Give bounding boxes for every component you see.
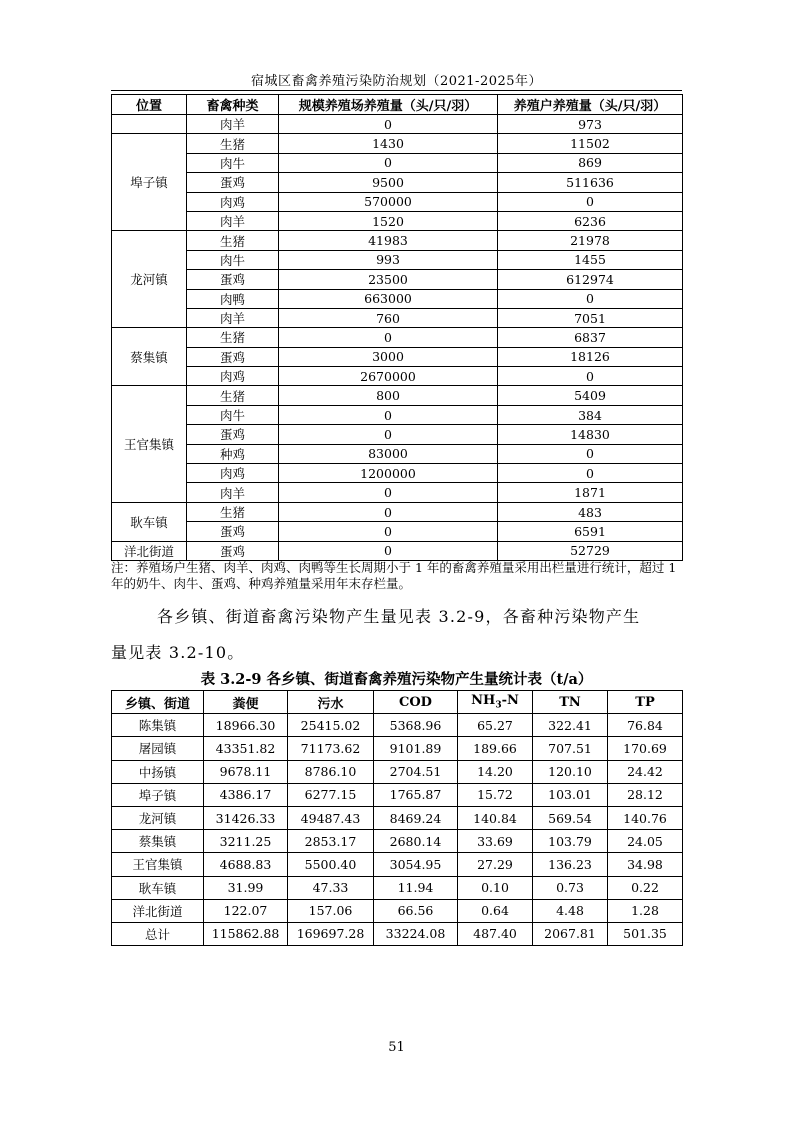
nh3n-cell: 189.66	[458, 737, 533, 760]
farm-count-cell: 0	[279, 328, 498, 347]
farm-count-cell: 0	[279, 502, 498, 521]
farm-count-cell: 0	[279, 425, 498, 444]
farm-count-cell: 23500	[279, 270, 498, 289]
township-cell: 耿车镇	[112, 876, 204, 899]
household-count-cell: 14830	[498, 425, 683, 444]
table-header-row	[112, 691, 683, 714]
page-number: 51	[388, 1040, 405, 1055]
manure-cell: 9678.11	[204, 760, 288, 783]
farm-count-cell: 3000	[279, 347, 498, 366]
farm-count-cell: 760	[279, 308, 498, 327]
nh3n-cell: 0.64	[458, 899, 533, 922]
farm-count-cell: 9500	[279, 173, 498, 192]
table-row	[112, 502, 683, 521]
tn-cell: 707.51	[533, 737, 608, 760]
table-row	[112, 153, 683, 172]
cod-cell: 3054.95	[374, 853, 458, 876]
nh3n-cell: 27.29	[458, 853, 533, 876]
header-wastewater: 污水	[288, 691, 374, 714]
household-count-cell: 6837	[498, 328, 683, 347]
cod-cell: 11.94	[374, 876, 458, 899]
animal-type-cell: 生猪	[187, 134, 279, 153]
header-cod: COD	[374, 691, 458, 714]
nh3n-cell: 0.10	[458, 876, 533, 899]
animal-type-cell: 生猪	[187, 386, 279, 405]
table-row	[112, 115, 683, 134]
farm-count-cell: 993	[279, 250, 498, 269]
animal-type-cell: 肉羊	[187, 483, 279, 502]
table-note: 注：养殖场户生猪、肉羊、肉鸡、肉鸭等生长周期小于 1 年的畜禽养殖量采用出栏量进行统计，超过 1 年的奶牛、肉牛、蛋鸡、种鸡养殖量采用年末存栏量。	[111, 560, 677, 591]
wastewater-cell: 8786.10	[288, 760, 374, 783]
animal-type-cell: 蛋鸡	[187, 173, 279, 192]
location-cell: 耿车镇	[112, 502, 187, 541]
nh3-suffix: -N	[501, 693, 519, 709]
household-count-cell: 483	[498, 502, 683, 521]
tp-cell: 28.12	[608, 783, 683, 806]
tp-cell: 0.22	[608, 876, 683, 899]
table-row	[112, 541, 683, 560]
table-row	[112, 270, 683, 289]
cod-cell: 1765.87	[374, 783, 458, 806]
header-manure: 粪便	[204, 691, 288, 714]
cod-cell: 2680.14	[374, 830, 458, 853]
table-row	[112, 386, 683, 405]
table-row	[112, 367, 683, 386]
household-count-cell: 52729	[498, 541, 683, 560]
farm-count-cell: 1200000	[279, 464, 498, 483]
cod-cell: 5368.96	[374, 714, 458, 737]
location-cell: 龙河镇	[112, 231, 187, 328]
township-cell: 中扬镇	[112, 760, 204, 783]
header-township: 乡镇、街道	[112, 691, 204, 714]
table-row	[112, 922, 683, 945]
tn-cell: 569.54	[533, 806, 608, 829]
table-row	[112, 425, 683, 444]
animal-type-cell: 生猪	[187, 502, 279, 521]
tn-cell: 136.23	[533, 853, 608, 876]
table-row	[112, 760, 683, 783]
animal-type-cell: 蛋鸡	[187, 541, 279, 560]
table-row	[112, 522, 683, 541]
location-cell: 王官集镇	[112, 386, 187, 502]
table-row	[112, 211, 683, 230]
table-row	[112, 231, 683, 250]
farm-count-cell: 41983	[279, 231, 498, 250]
tn-cell: 322.41	[533, 714, 608, 737]
household-count-cell: 869	[498, 153, 683, 172]
header-location: 位置	[112, 95, 187, 115]
header-divider	[111, 90, 682, 91]
table-row	[112, 806, 683, 829]
nh3n-cell: 33.69	[458, 830, 533, 853]
table-row	[112, 483, 683, 502]
township-cell: 埠子镇	[112, 783, 204, 806]
cod-cell: 2704.51	[374, 760, 458, 783]
wastewater-cell: 169697.28	[288, 922, 374, 945]
manure-cell: 31.99	[204, 876, 288, 899]
farm-count-cell: 0	[279, 483, 498, 502]
location-cell	[112, 115, 187, 134]
farm-count-cell: 83000	[279, 444, 498, 463]
tp-cell: 34.98	[608, 853, 683, 876]
household-count-cell: 7051	[498, 308, 683, 327]
table-row	[112, 853, 683, 876]
nh3-prefix: NH	[471, 693, 496, 709]
farm-count-cell: 800	[279, 386, 498, 405]
cod-cell: 8469.24	[374, 806, 458, 829]
table-row	[112, 328, 683, 347]
wastewater-cell: 2853.17	[288, 830, 374, 853]
animal-type-cell: 肉牛	[187, 153, 279, 172]
animal-type-cell: 肉羊	[187, 115, 279, 134]
farm-count-cell: 1430	[279, 134, 498, 153]
farm-count-cell: 0	[279, 153, 498, 172]
manure-cell: 115862.88	[204, 922, 288, 945]
animal-type-cell: 肉牛	[187, 405, 279, 424]
animal-type-cell: 肉鸡	[187, 192, 279, 211]
tp-cell: 24.42	[608, 760, 683, 783]
tp-cell: 76.84	[608, 714, 683, 737]
farm-count-cell: 0	[279, 522, 498, 541]
tn-cell: 0.73	[533, 876, 608, 899]
farm-count-cell: 0	[279, 115, 498, 134]
wastewater-cell: 157.06	[288, 899, 374, 922]
table-row	[112, 899, 683, 922]
township-cell: 蔡集镇	[112, 830, 204, 853]
table-row	[112, 876, 683, 899]
tp-cell: 24.05	[608, 830, 683, 853]
farm-count-cell: 0	[279, 541, 498, 560]
wastewater-cell: 71173.62	[288, 737, 374, 760]
header-farm-count: 规模养殖场养殖量（头/只/羽）	[279, 95, 498, 115]
table-header-row	[112, 95, 683, 115]
wastewater-cell: 5500.40	[288, 853, 374, 876]
manure-cell: 18966.30	[204, 714, 288, 737]
wastewater-cell: 6277.15	[288, 783, 374, 806]
household-count-cell: 0	[498, 464, 683, 483]
wastewater-cell: 25415.02	[288, 714, 374, 737]
township-cell: 总计	[112, 922, 204, 945]
header-nh3n	[458, 691, 533, 714]
household-count-cell: 0	[498, 289, 683, 308]
page-header: 宿城区畜禽养殖污染防治规划（2021-2025年）	[250, 74, 543, 89]
farm-count-cell: 0	[279, 405, 498, 424]
livestock-table-body	[112, 115, 683, 561]
township-cell: 龙河镇	[112, 806, 204, 829]
animal-type-cell: 肉牛	[187, 250, 279, 269]
location-cell: 洋北街道	[112, 541, 187, 560]
nh3n-cell: 140.84	[458, 806, 533, 829]
table-row	[112, 192, 683, 211]
manure-cell: 31426.33	[204, 806, 288, 829]
animal-type-cell: 肉鸡	[187, 464, 279, 483]
manure-cell: 3211.25	[204, 830, 288, 853]
household-count-cell: 11502	[498, 134, 683, 153]
wastewater-cell: 47.33	[288, 876, 374, 899]
farm-count-cell: 2670000	[279, 367, 498, 386]
table-caption: 表 3.2-9 各乡镇、街道畜禽养殖污染物产生量统计表（t/a）	[200, 671, 593, 688]
household-count-cell: 384	[498, 405, 683, 424]
household-count-cell: 5409	[498, 386, 683, 405]
tp-cell: 140.76	[608, 806, 683, 829]
animal-type-cell: 肉羊	[187, 308, 279, 327]
household-count-cell: 1871	[498, 483, 683, 502]
household-count-cell: 612974	[498, 270, 683, 289]
table-row	[112, 783, 683, 806]
nh3n-cell: 14.20	[458, 760, 533, 783]
tp-cell: 1.28	[608, 899, 683, 922]
table-row	[112, 464, 683, 483]
household-count-cell: 1455	[498, 250, 683, 269]
table-row	[112, 405, 683, 424]
wastewater-cell: 49487.43	[288, 806, 374, 829]
table-row	[112, 134, 683, 153]
table-row	[112, 830, 683, 853]
nh3n-cell: 15.72	[458, 783, 533, 806]
table-row	[112, 714, 683, 737]
household-count-cell: 18126	[498, 347, 683, 366]
household-count-cell: 0	[498, 367, 683, 386]
household-count-cell: 973	[498, 115, 683, 134]
animal-type-cell: 肉鸭	[187, 289, 279, 308]
animal-type-cell: 种鸡	[187, 444, 279, 463]
township-cell: 屠园镇	[112, 737, 204, 760]
nh3n-cell: 65.27	[458, 714, 533, 737]
pollutant-table	[111, 690, 683, 946]
farm-count-cell: 663000	[279, 289, 498, 308]
pollutant-table-body	[112, 714, 683, 946]
tn-cell: 2067.81	[533, 922, 608, 945]
location-cell: 埠子镇	[112, 134, 187, 231]
body-paragraph-line-2: 量见表 3.2-10。	[111, 643, 245, 662]
household-count-cell: 511636	[498, 173, 683, 192]
table-row	[112, 250, 683, 269]
header-tp: TP	[608, 691, 683, 714]
body-paragraph-line-1: 各乡镇、街道畜禽污染物产生量见表 3.2-9，各畜种污染物产生	[157, 607, 641, 626]
animal-type-cell: 蛋鸡	[187, 522, 279, 541]
tp-cell: 501.35	[608, 922, 683, 945]
animal-type-cell: 蛋鸡	[187, 425, 279, 444]
header-animal-type: 畜禽种类	[187, 95, 279, 115]
household-count-cell: 6591	[498, 522, 683, 541]
animal-type-cell: 生猪	[187, 231, 279, 250]
cod-cell: 66.56	[374, 899, 458, 922]
township-cell: 王官集镇	[112, 853, 204, 876]
farm-count-cell: 1520	[279, 211, 498, 230]
table-row	[112, 347, 683, 366]
animal-type-cell: 肉羊	[187, 211, 279, 230]
household-count-cell: 21978	[498, 231, 683, 250]
animal-type-cell: 生猪	[187, 328, 279, 347]
animal-type-cell: 蛋鸡	[187, 347, 279, 366]
township-cell: 陈集镇	[112, 714, 204, 737]
cod-cell: 9101.89	[374, 737, 458, 760]
location-cell: 蔡集镇	[112, 328, 187, 386]
tp-cell: 170.69	[608, 737, 683, 760]
nh3n-cell: 487.40	[458, 922, 533, 945]
manure-cell: 43351.82	[204, 737, 288, 760]
table-row	[112, 308, 683, 327]
township-cell: 洋北街道	[112, 899, 204, 922]
manure-cell: 122.07	[204, 899, 288, 922]
tn-cell: 103.01	[533, 783, 608, 806]
table-row	[112, 737, 683, 760]
table-row	[112, 289, 683, 308]
animal-type-cell: 肉鸡	[187, 367, 279, 386]
tn-cell: 103.79	[533, 830, 608, 853]
tn-cell: 120.10	[533, 760, 608, 783]
manure-cell: 4688.83	[204, 853, 288, 876]
farm-count-cell: 570000	[279, 192, 498, 211]
cod-cell: 33224.08	[374, 922, 458, 945]
household-count-cell: 6236	[498, 211, 683, 230]
livestock-table	[111, 94, 683, 561]
table-row	[112, 173, 683, 192]
table-row	[112, 444, 683, 463]
header-tn: TN	[533, 691, 608, 714]
household-count-cell: 0	[498, 444, 683, 463]
animal-type-cell: 蛋鸡	[187, 270, 279, 289]
manure-cell: 4386.17	[204, 783, 288, 806]
header-household-count: 养殖户养殖量（头/只/羽）	[498, 95, 683, 115]
household-count-cell: 0	[498, 192, 683, 211]
tn-cell: 4.48	[533, 899, 608, 922]
nh3-subscript: 3	[495, 700, 502, 711]
